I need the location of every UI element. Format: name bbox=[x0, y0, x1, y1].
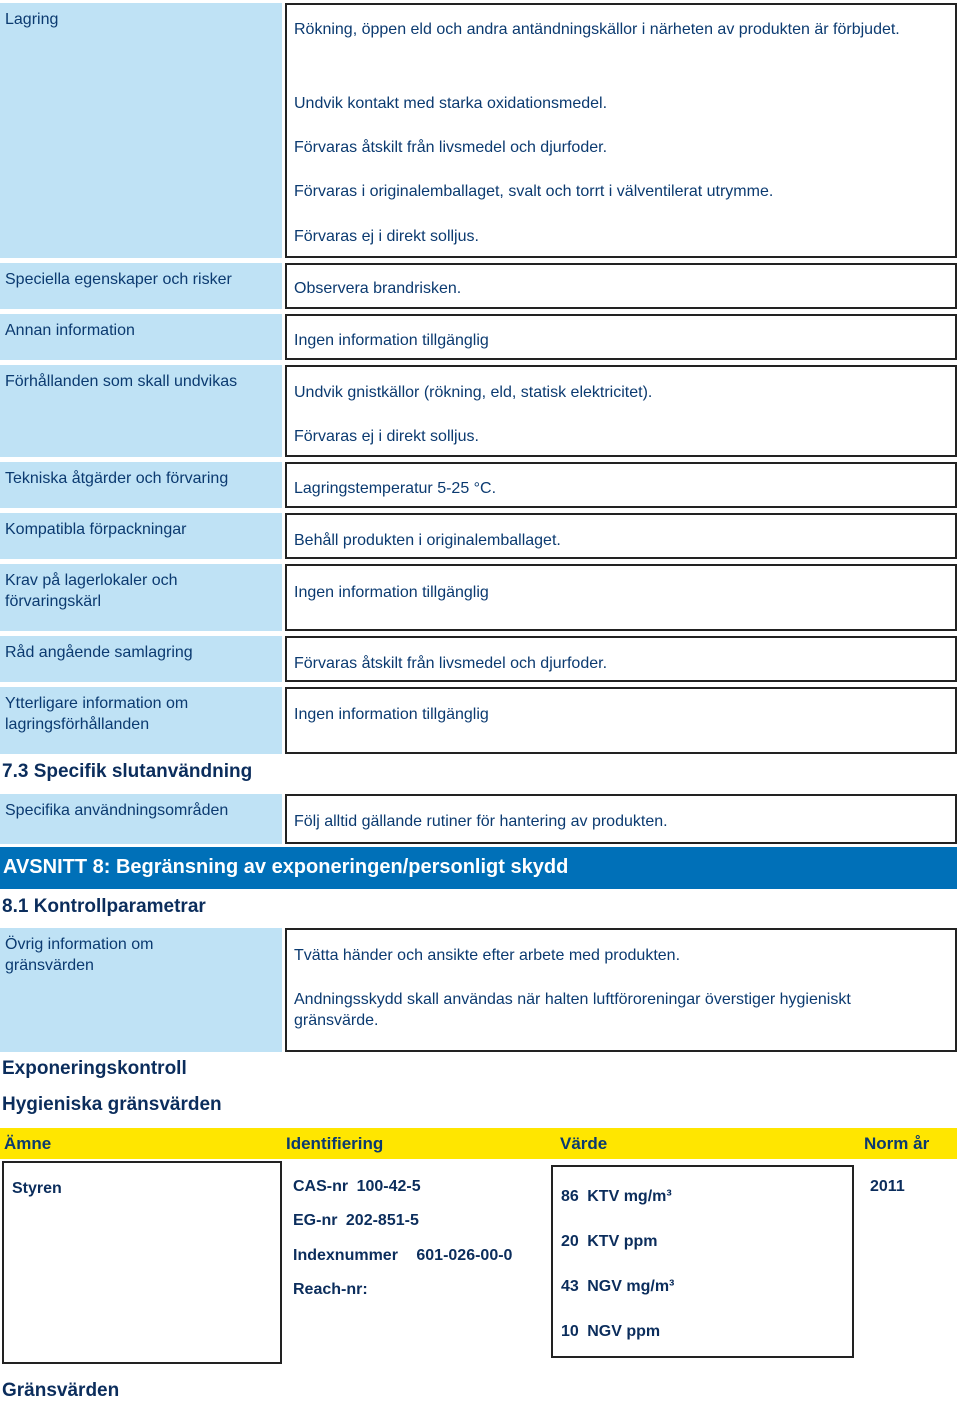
row-label: Tekniska åtgärder och förvaring bbox=[5, 470, 229, 487]
exponeringskontroll-heading: Exponeringskontroll bbox=[2, 1058, 187, 1079]
row-value: Undvik gnistkällor (rökning, eld, statisk elektricitet). bbox=[294, 384, 653, 401]
row-label: Speciella egenskaper och risker bbox=[5, 271, 232, 288]
row-label: Annan information bbox=[5, 322, 135, 339]
section-8-1-heading: 8.1 Kontrollparametrar bbox=[2, 896, 206, 917]
id-key: Indexnummer bbox=[293, 1247, 398, 1264]
ovrig-label-cell bbox=[0, 928, 282, 1052]
specifika-label: Specifika användningsområden bbox=[5, 802, 229, 819]
norm-cell bbox=[858, 1161, 957, 1364]
row-label-cell bbox=[0, 314, 282, 360]
row-value-box bbox=[285, 365, 957, 457]
row-value-box bbox=[285, 564, 957, 631]
lagring-label: Lagring bbox=[5, 11, 59, 28]
id-row bbox=[293, 1245, 512, 1266]
row-value-box bbox=[285, 462, 957, 508]
id-value: 100-42-5 bbox=[356, 1178, 421, 1195]
lagring-line: Undvik kontakt med starka oxidationsmedel. bbox=[294, 95, 608, 112]
identifiering-cell bbox=[285, 1161, 547, 1364]
ovrig-line: Tvätta händer och ansikte efter arbete med produkten. bbox=[294, 947, 681, 964]
lagring-line: Rökning, öppen eld och andra antändningskällor i närheten av produkten är förbjudet. bbox=[294, 21, 900, 38]
row-label: Råd angående samlagring bbox=[5, 644, 193, 661]
row-value: Observera brandrisken. bbox=[294, 280, 462, 297]
row-label-cell bbox=[0, 564, 282, 631]
section-8-title: AVSNITT 8: Begränsning av exponeringen/personligt skydd bbox=[3, 856, 569, 878]
row-label: Kompatibla förpackningar bbox=[5, 521, 187, 538]
value-row bbox=[561, 1276, 674, 1297]
row-value-box bbox=[285, 513, 957, 559]
value-row bbox=[561, 1231, 657, 1252]
section-8-banner bbox=[0, 847, 957, 889]
amne-cell bbox=[2, 1161, 282, 1364]
value-row bbox=[561, 1321, 660, 1342]
row-value: Behåll produkten i originalemballaget. bbox=[294, 532, 561, 549]
header-identifiering: Identifiering bbox=[286, 1134, 384, 1153]
ovrig-line: Andningsskydd skall användas när halten luftföroreningar överstiger hygieniskt gränsvärde. bbox=[294, 991, 851, 1029]
row-value-box bbox=[285, 314, 957, 360]
value-unit: KTV ppm bbox=[587, 1233, 658, 1250]
row-label-cell bbox=[0, 513, 282, 559]
row-label-cell bbox=[0, 365, 282, 457]
norm-year: 2011 bbox=[870, 1178, 905, 1195]
specifika-value-box bbox=[285, 794, 957, 844]
value-unit: NGV ppm bbox=[587, 1323, 661, 1340]
id-row bbox=[293, 1176, 421, 1197]
lagring-label-cell bbox=[0, 3, 282, 258]
value-number: 10 bbox=[561, 1323, 579, 1340]
lagring-line: Förvaras i originalemballaget, svalt och torrt i välventilerat utrymme. bbox=[294, 183, 774, 200]
id-key: EG-nr bbox=[293, 1212, 338, 1229]
row-value: Ingen information tillgänglig bbox=[294, 332, 489, 349]
value-row bbox=[561, 1186, 672, 1207]
id-value: 601-026-00-0 bbox=[416, 1247, 513, 1264]
row-value-box bbox=[285, 687, 957, 754]
gransvarden-heading: Gränsvärden bbox=[2, 1380, 120, 1401]
table-header-row bbox=[0, 1128, 957, 1159]
id-row bbox=[293, 1279, 368, 1300]
row-value: Lagringstemperatur 5-25 °C. bbox=[294, 480, 497, 497]
row-label: Ytterligare information om lagringsförhållanden bbox=[5, 695, 189, 733]
value-unit: KTV mg/m³ bbox=[587, 1188, 672, 1205]
header-varde: Värde bbox=[560, 1134, 608, 1153]
value-number: 86 bbox=[561, 1188, 579, 1205]
id-row bbox=[293, 1210, 419, 1231]
id-value: 202-851-5 bbox=[345, 1212, 419, 1229]
header-amne: Ämne bbox=[4, 1134, 52, 1153]
row-label-cell bbox=[0, 636, 282, 682]
section-7-3-heading: 7.3 Specifik slutanvändning bbox=[2, 761, 253, 782]
id-key: CAS-nr bbox=[293, 1178, 349, 1195]
lagring-value-box bbox=[285, 3, 957, 258]
id-key: Reach-nr: bbox=[293, 1281, 368, 1298]
row-value-2: Förvaras ej i direkt solljus. bbox=[294, 428, 479, 445]
substance-name: Styren bbox=[12, 1180, 62, 1197]
row-value-box bbox=[285, 636, 957, 682]
hygieniska-heading: Hygieniska gränsvärden bbox=[2, 1094, 222, 1115]
header-norm: Norm år bbox=[864, 1134, 930, 1153]
row-label: Förhållanden som skall undvikas bbox=[5, 373, 238, 390]
row-value: Ingen information tillgänglig bbox=[294, 584, 489, 601]
row-value: Förvaras åtskilt från livsmedel och djurfoder. bbox=[294, 655, 608, 672]
row-label-cell bbox=[0, 263, 282, 309]
specifika-label-cell bbox=[0, 794, 282, 844]
row-label: Krav på lagerlokaler och förvaringskärl bbox=[5, 572, 178, 610]
varde-cell bbox=[551, 1165, 854, 1358]
specifika-value: Följ alltid gällande rutiner för hantering av produkten. bbox=[294, 813, 668, 830]
row-value: Ingen information tillgänglig bbox=[294, 706, 489, 723]
value-number: 20 bbox=[561, 1233, 579, 1250]
value-number: 43 bbox=[561, 1278, 579, 1295]
ovrig-value-box bbox=[285, 928, 957, 1052]
ovrig-label: Övrig information om gränsvärden bbox=[5, 936, 154, 974]
value-unit: NGV mg/m³ bbox=[587, 1278, 675, 1295]
lagring-line: Förvaras ej i direkt solljus. bbox=[294, 228, 479, 245]
row-value-box bbox=[285, 263, 957, 309]
row-label-cell bbox=[0, 687, 282, 754]
row-label-cell bbox=[0, 462, 282, 508]
lagring-line: Förvaras åtskilt från livsmedel och djurfoder. bbox=[294, 139, 608, 156]
